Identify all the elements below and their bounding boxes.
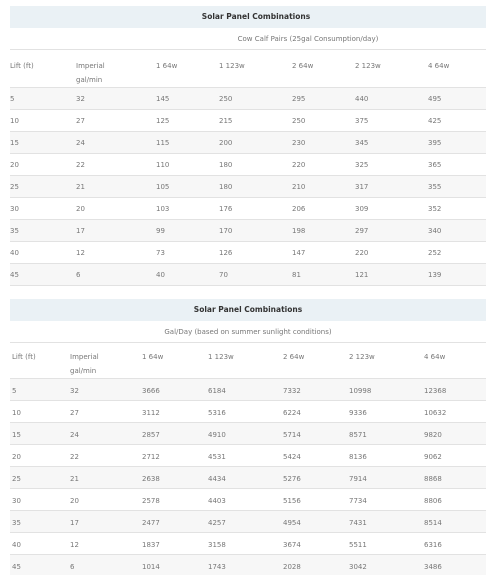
panel-1-64w-cell: 40 bbox=[156, 271, 165, 279]
panel-1-64w-cell: 3112 bbox=[142, 409, 160, 417]
panel-4-64w-cell: 352 bbox=[428, 205, 442, 213]
panel-1-64w-cell: 3666 bbox=[142, 387, 160, 395]
panel-1-64w-cell: 115 bbox=[156, 139, 170, 147]
gal-min-cell: 32 bbox=[70, 387, 79, 395]
panel-4-64w-cell: 3486 bbox=[424, 563, 442, 571]
lift-cell: 5 bbox=[12, 387, 17, 395]
gal-min-cell: 17 bbox=[70, 519, 79, 527]
panel-1-64w-cell: 99 bbox=[156, 227, 165, 235]
panel-2-64w-cell: 5156 bbox=[283, 497, 301, 505]
table-row bbox=[10, 511, 486, 533]
gal-min-cell: 21 bbox=[70, 475, 79, 483]
lift-cell: 15 bbox=[12, 431, 21, 439]
panel-2-123w-cell: 325 bbox=[355, 161, 369, 169]
panel-1-123w-cell: 5316 bbox=[208, 409, 226, 417]
table-header-row bbox=[10, 343, 486, 379]
panel-2-123w-cell: 121 bbox=[355, 271, 369, 279]
panel-1-123w-cell: 126 bbox=[219, 249, 233, 257]
table-header-row bbox=[10, 50, 486, 88]
table-row bbox=[10, 445, 486, 467]
panel-1-123w-cell: 70 bbox=[219, 271, 228, 279]
panel-4-64w-cell: 365 bbox=[428, 161, 442, 169]
lift-cell: 40 bbox=[12, 541, 21, 549]
gal-min-cell: 24 bbox=[70, 431, 79, 439]
gal-min-cell: 20 bbox=[76, 205, 85, 213]
panel-2-64w-cell: 4954 bbox=[283, 519, 301, 527]
lift-cell: 5 bbox=[10, 95, 15, 103]
panel-2-64w-cell: 147 bbox=[292, 249, 306, 257]
panel-1-64w-cell: 1014 bbox=[142, 563, 160, 571]
panel-4-64w-cell: 495 bbox=[428, 95, 442, 103]
panel-4-64w-cell: 8514 bbox=[424, 519, 442, 527]
panel-4-64w-cell: 6316 bbox=[424, 541, 442, 549]
panel-1-123w-cell: 215 bbox=[219, 117, 233, 125]
panel-2-123w-cell: 9336 bbox=[349, 409, 367, 417]
panel-2-64w-cell: 230 bbox=[292, 139, 306, 147]
panel-2-64w-cell: 7332 bbox=[283, 387, 301, 395]
gal-min-cell: 6 bbox=[70, 563, 75, 571]
table-row bbox=[10, 154, 486, 176]
column-header: 4 64w bbox=[428, 62, 450, 70]
panel-2-64w-cell: 295 bbox=[292, 95, 306, 103]
panel-1-123w-cell: 4403 bbox=[208, 497, 226, 505]
panel-2-123w-cell: 297 bbox=[355, 227, 369, 235]
table-row bbox=[10, 555, 486, 575]
table-row bbox=[10, 533, 486, 555]
panel-1-64w-cell: 110 bbox=[156, 161, 170, 169]
panel-2-123w-cell: 309 bbox=[355, 205, 369, 213]
panel-1-123w-cell: 180 bbox=[219, 161, 233, 169]
lift-cell: 25 bbox=[10, 183, 19, 191]
lift-cell: 45 bbox=[12, 563, 21, 571]
lift-cell: 20 bbox=[12, 453, 21, 461]
panel-1-64w-cell: 105 bbox=[156, 183, 170, 191]
gal-min-cell: 12 bbox=[70, 541, 79, 549]
panel-2-123w-cell: 5511 bbox=[349, 541, 367, 549]
column-header: Imperial gal/min bbox=[70, 353, 99, 375]
panel-4-64w-cell: 340 bbox=[428, 227, 442, 235]
panel-1-123w-cell: 180 bbox=[219, 183, 233, 191]
table-row bbox=[10, 198, 486, 220]
column-header: 1 123w bbox=[208, 353, 234, 361]
table-row bbox=[10, 110, 486, 132]
panel-1-123w-cell: 4257 bbox=[208, 519, 226, 527]
gal-min-cell: 20 bbox=[70, 497, 79, 505]
panel-1-64w-cell: 73 bbox=[156, 249, 165, 257]
panel-1-123w-cell: 4910 bbox=[208, 431, 226, 439]
panel-4-64w-cell: 252 bbox=[428, 249, 442, 257]
panel-4-64w-cell: 8806 bbox=[424, 497, 442, 505]
lift-cell: 20 bbox=[10, 161, 19, 169]
lift-cell: 25 bbox=[12, 475, 21, 483]
lift-cell: 35 bbox=[12, 519, 21, 527]
panel-1-64w-cell: 2712 bbox=[142, 453, 160, 461]
table-subtitle: Cow Calf Pairs (25gal Consumption/day) bbox=[10, 28, 486, 50]
panel-1-123w-cell: 4531 bbox=[208, 453, 226, 461]
panel-4-64w-cell: 9062 bbox=[424, 453, 442, 461]
panel-1-64w-cell: 2857 bbox=[142, 431, 160, 439]
solar-table-gal-day bbox=[10, 299, 486, 575]
lift-cell: 10 bbox=[10, 117, 19, 125]
lift-cell: 35 bbox=[10, 227, 19, 235]
gal-min-cell: 22 bbox=[76, 161, 85, 169]
panel-1-123w-cell: 4434 bbox=[208, 475, 226, 483]
lift-cell: 40 bbox=[10, 249, 19, 257]
table-row bbox=[10, 379, 486, 401]
panel-1-64w-cell: 145 bbox=[156, 95, 170, 103]
table-title: Solar Panel Combinations bbox=[10, 6, 486, 28]
panel-2-64w-cell: 206 bbox=[292, 205, 306, 213]
panel-2-123w-cell: 8136 bbox=[349, 453, 367, 461]
solar-table-cow-calf bbox=[10, 6, 486, 286]
gal-min-cell: 17 bbox=[76, 227, 85, 235]
column-header: Lift (ft) bbox=[12, 353, 36, 361]
panel-2-123w-cell: 10998 bbox=[349, 387, 372, 395]
panel-4-64w-cell: 355 bbox=[428, 183, 442, 191]
table-body bbox=[10, 379, 486, 575]
panel-2-64w-cell: 3674 bbox=[283, 541, 301, 549]
panel-1-123w-cell: 6184 bbox=[208, 387, 226, 395]
panel-4-64w-cell: 12368 bbox=[424, 387, 447, 395]
gal-min-cell: 32 bbox=[76, 95, 85, 103]
panel-2-123w-cell: 345 bbox=[355, 139, 369, 147]
panel-2-64w-cell: 220 bbox=[292, 161, 306, 169]
panel-2-64w-cell: 81 bbox=[292, 271, 301, 279]
column-header: Lift (ft) bbox=[10, 62, 34, 70]
table-row bbox=[10, 220, 486, 242]
panel-2-123w-cell: 220 bbox=[355, 249, 369, 257]
panel-2-64w-cell: 6224 bbox=[283, 409, 301, 417]
lift-cell: 15 bbox=[10, 139, 19, 147]
lift-cell: 45 bbox=[10, 271, 19, 279]
gal-min-cell: 12 bbox=[76, 249, 85, 257]
column-header: 2 123w bbox=[349, 353, 375, 361]
panel-1-123w-cell: 1743 bbox=[208, 563, 226, 571]
panel-2-64w-cell: 210 bbox=[292, 183, 306, 191]
panel-1-64w-cell: 2638 bbox=[142, 475, 160, 483]
panel-2-64w-cell: 5424 bbox=[283, 453, 301, 461]
panel-2-64w-cell: 5714 bbox=[283, 431, 301, 439]
panel-1-64w-cell: 125 bbox=[156, 117, 170, 125]
table-row bbox=[10, 264, 486, 286]
panel-2-64w-cell: 198 bbox=[292, 227, 306, 235]
panel-1-123w-cell: 170 bbox=[219, 227, 233, 235]
table-body bbox=[10, 88, 486, 286]
gal-min-cell: 22 bbox=[70, 453, 79, 461]
lift-cell: 30 bbox=[12, 497, 21, 505]
table-row bbox=[10, 132, 486, 154]
table-row bbox=[10, 467, 486, 489]
panel-1-64w-cell: 2477 bbox=[142, 519, 160, 527]
column-header: 4 64w bbox=[424, 353, 446, 361]
panel-2-123w-cell: 440 bbox=[355, 95, 369, 103]
panel-1-64w-cell: 103 bbox=[156, 205, 170, 213]
table-row bbox=[10, 401, 486, 423]
column-header: 1 64w bbox=[142, 353, 164, 361]
table-row bbox=[10, 242, 486, 264]
panel-2-64w-cell: 250 bbox=[292, 117, 306, 125]
panel-4-64w-cell: 8868 bbox=[424, 475, 442, 483]
panel-4-64w-cell: 395 bbox=[428, 139, 442, 147]
gal-min-cell: 27 bbox=[76, 117, 85, 125]
lift-cell: 10 bbox=[12, 409, 21, 417]
column-header: 2 64w bbox=[292, 62, 314, 70]
panel-1-123w-cell: 250 bbox=[219, 95, 233, 103]
lift-cell: 30 bbox=[10, 205, 19, 213]
panel-2-123w-cell: 7734 bbox=[349, 497, 367, 505]
panel-2-64w-cell: 5276 bbox=[283, 475, 301, 483]
column-header: 1 123w bbox=[219, 62, 245, 70]
panel-1-64w-cell: 2578 bbox=[142, 497, 160, 505]
table-row bbox=[10, 423, 486, 445]
column-header: Imperial gal/min bbox=[76, 62, 105, 84]
panel-4-64w-cell: 139 bbox=[428, 271, 442, 279]
panel-2-123w-cell: 317 bbox=[355, 183, 369, 191]
panel-1-64w-cell: 1837 bbox=[142, 541, 160, 549]
panel-1-123w-cell: 200 bbox=[219, 139, 233, 147]
panel-2-123w-cell: 3042 bbox=[349, 563, 367, 571]
panel-2-123w-cell: 375 bbox=[355, 117, 369, 125]
table-subtitle: Gal/Day (based on summer sunlight conditions) bbox=[10, 321, 486, 343]
gal-min-cell: 6 bbox=[76, 271, 81, 279]
panel-2-123w-cell: 8571 bbox=[349, 431, 367, 439]
panel-1-123w-cell: 176 bbox=[219, 205, 233, 213]
panel-1-123w-cell: 3158 bbox=[208, 541, 226, 549]
column-header: 2 123w bbox=[355, 62, 381, 70]
panel-4-64w-cell: 10632 bbox=[424, 409, 447, 417]
table-row bbox=[10, 489, 486, 511]
gal-min-cell: 24 bbox=[76, 139, 85, 147]
panel-2-123w-cell: 7914 bbox=[349, 475, 367, 483]
panel-4-64w-cell: 9820 bbox=[424, 431, 442, 439]
table-row bbox=[10, 88, 486, 110]
gal-min-cell: 27 bbox=[70, 409, 79, 417]
table-title: Solar Panel Combinations bbox=[10, 299, 486, 321]
panel-2-123w-cell: 7431 bbox=[349, 519, 367, 527]
gal-min-cell: 21 bbox=[76, 183, 85, 191]
panel-2-64w-cell: 2028 bbox=[283, 563, 301, 571]
column-header: 1 64w bbox=[156, 62, 178, 70]
column-header: 2 64w bbox=[283, 353, 305, 361]
panel-4-64w-cell: 425 bbox=[428, 117, 442, 125]
table-row bbox=[10, 176, 486, 198]
